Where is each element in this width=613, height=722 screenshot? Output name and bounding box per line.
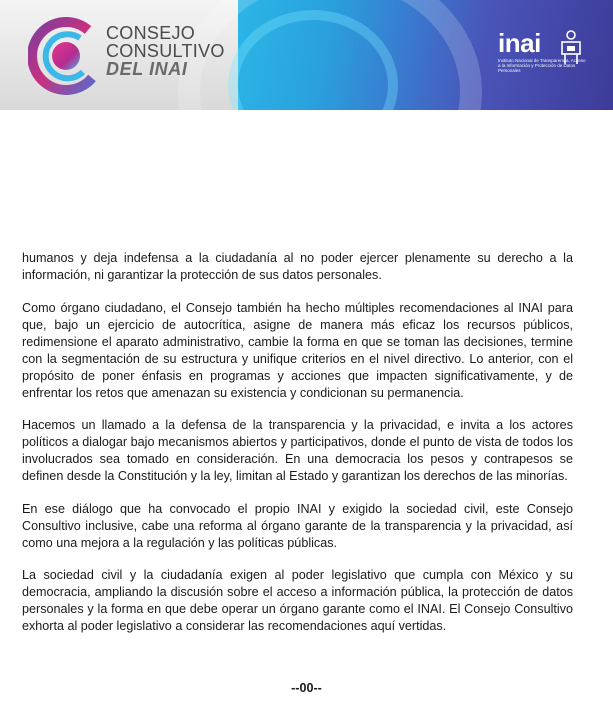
paragraph-1: humanos y deja indefensa a la ciudadanía al no poder ejercer plenamente su derecho a la información, ni garantizar la protección de sus datos personales.	[22, 251, 573, 282]
paragraph-4: En ese diálogo que ha convocado el propio INAI y exigido la sociedad civil, este Consejo Consultivo inclusive, cabe una reforma al órgano garante de la transparencia y la privacidad, así como una mejora a la regulación y las políticas públicas.	[22, 501, 573, 550]
consejo-logo-icon	[28, 16, 102, 98]
document-body	[22, 250, 573, 651]
paragraph-5: La sociedad civil y la ciudadanía exigen al poder legislativo que cumpla con México y su democracia, ampliando la discusión sobre el acceso a información pública, la protección de datos personales y la forma en que debe operar un órgano garante como el INAI. El Consejo Consultivo exhorta al poder legislativo a considerar las recomendaciones aquí vertidas.	[22, 568, 573, 633]
inai-figure-icon	[559, 30, 583, 66]
page-header	[0, 0, 613, 110]
brand-line-consejo: CONSEJO	[106, 23, 196, 43]
brand-line-consultivo: CONSULTIVO	[106, 41, 225, 61]
paragraph-3: Hacemos un llamado a la defensa de la transparencia y la privacidad, e invita a los actores políticos a dialogar bajo mecanismos abiertos y participativos, donde el punto de vista de todos los involucrados sea tomado en consideración. En una democracia los pesos y contrapesos se definen desde la Constitución y la ley, limitan al Estado y garantizan los derechos de las minorías.	[22, 418, 573, 483]
inai-wordmark: inai	[498, 28, 541, 58]
brand-line-del-inai: DEL INAI	[106, 59, 188, 79]
consejo-brand	[106, 24, 225, 78]
inai-subtitle: Instituto Nacional de Transparencia, Acceso a la Información y Protección de Datos Personales	[498, 58, 586, 73]
paragraph-2: Como órgano ciudadano, el Consejo también ha hecho múltiples recomendaciones al INAI para que, bajo un ejercicio de autocrítica, asigne de manera más eficaz los recursos públicos, redimensione el aparato administrativo, cambie la forma en que se toman las decisiones, termine con la segmentación de su estructura y unifique criterios en el nivel directivo. Lo anterior, con el propósito de poner énfasis en programas y acciones que impacten significativamente, y de enfrentar los retos que amenazan su existencia y condicionan su permanencia.	[22, 300, 573, 400]
closing-mark: --00--	[291, 681, 322, 695]
